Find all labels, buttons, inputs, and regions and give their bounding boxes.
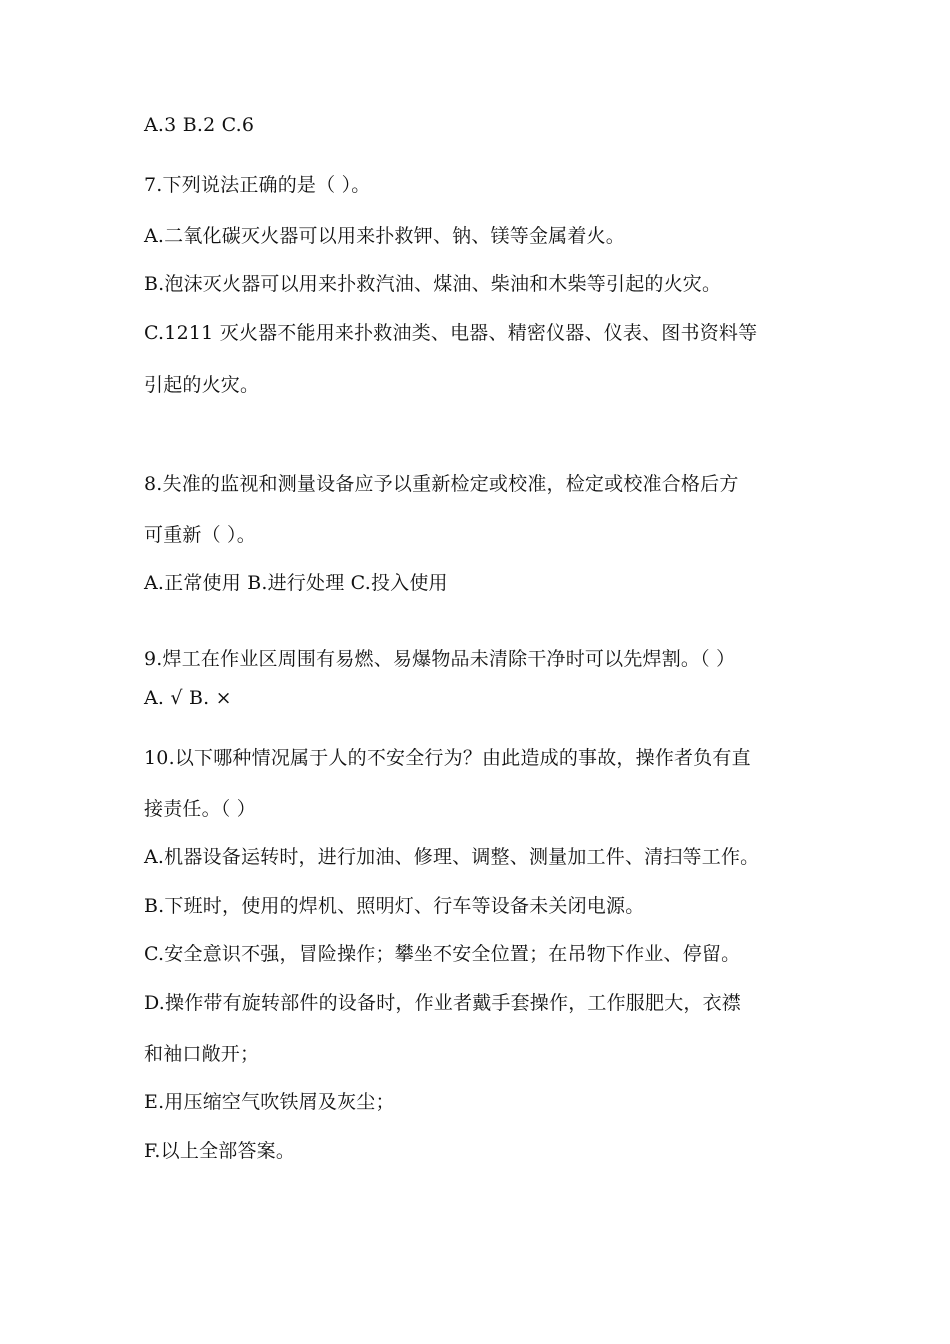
q7-option-c: C.1211 灭火器不能用来扑救油类、电器、精密仪器、仪表、图书资料等 (144, 322, 758, 344)
q7-option-c-cont: 引起的火灾。 (144, 374, 260, 396)
q6-options: A.3 B.2 C.6 (144, 114, 255, 136)
q7-option-a: A.二氧化碳灭火器可以用来扑救钾、钠、镁等金属着火。 (144, 225, 625, 247)
q10-option-d: D.操作带有旋转部件的设备时，作业者戴手套操作，工作服肥大，衣襟 (144, 992, 741, 1014)
q10-question-cont: 接责任。（ ） (144, 798, 256, 820)
q9-options: A. √ B. × (144, 687, 232, 709)
q8-options: A.正常使用 B.进行处理 C.投入使用 (144, 572, 448, 594)
q10-question: 10.以下哪种情况属于人的不安全行为？由此造成的事故，操作者负有直 (144, 747, 751, 769)
q8-question: 8.失准的监视和测量设备应予以重新检定或校准，检定或校准合格后方 (144, 473, 739, 495)
q10-option-b: B.下班时，使用的焊机、照明灯、行车等设备未关闭电源。 (144, 895, 645, 917)
q10-option-d-cont: 和袖口敞开； (144, 1043, 260, 1065)
q7-option-b: B.泡沫灭火器可以用来扑救汽油、煤油、柴油和木柴等引起的火灾。 (144, 273, 722, 295)
q9-question: 9.焊工在作业区周围有易燃、易爆物品未清除干净时可以先焊割。（ ） (144, 648, 736, 670)
q8-question-cont: 可重新（ ）。 (144, 524, 256, 546)
q10-option-e: E.用压缩空气吹铁屑及灰尘； (144, 1091, 395, 1113)
q10-option-a: A.机器设备运转时，进行加油、修理、调整、测量加工件、清扫等工作。 (144, 846, 760, 868)
q10-option-f: F.以上全部答案。 (144, 1140, 296, 1162)
q7-question: 7.下列说法正确的是（ ）。 (144, 174, 371, 196)
q10-option-c: C.安全意识不强，冒险操作；攀坐不安全位置；在吊物下作业、停留。 (144, 943, 741, 965)
